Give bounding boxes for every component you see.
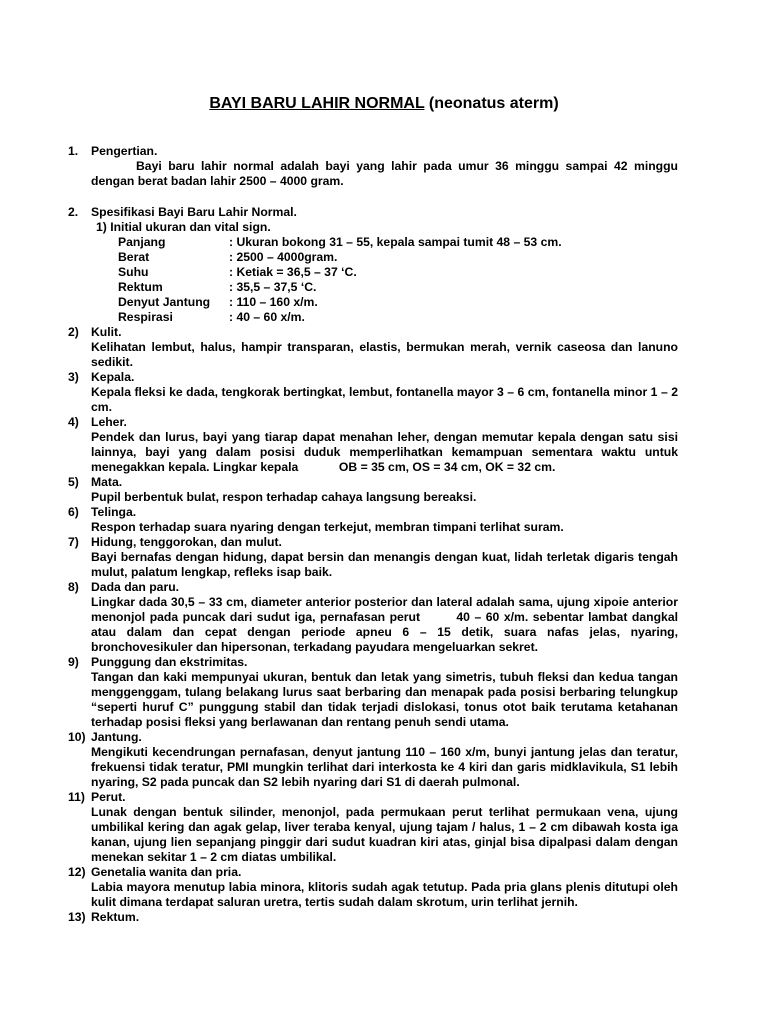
item-number: 2) (68, 325, 79, 339)
document-title (0, 94, 768, 114)
vital-value: : 35,5 – 37,5 ‘C. (229, 280, 317, 294)
subsection-1-heading: 1) Initial ukuran dan vital sign. (96, 220, 271, 234)
item-leher (68, 415, 682, 475)
section-number: 2. (68, 205, 79, 219)
vital-row (68, 235, 678, 250)
vital-signs-list (68, 235, 678, 325)
vital-row (68, 295, 678, 310)
vital-value: : 40 – 60 x/m. (229, 310, 305, 324)
item-title: Kepala. (91, 370, 135, 384)
vital-value: : 110 – 160 x/m. (229, 295, 318, 309)
item-telinga (68, 505, 678, 535)
item-title: Leher. (91, 415, 127, 429)
title-sub: (neonatus aterm) (424, 95, 559, 112)
item-number: 3) (68, 370, 79, 384)
item-number: 11) (68, 790, 85, 804)
item-text: Pendek dan lurus, bayi yang tiarap dapat menahan leher, dengan memutar kepala dengan satu sisi lainnya, bayi yang dalam posisi duduk memperlihatkan kemampuan sementara waktu untuk menegakkan kepala. Lingkar kepala OB = 35 cm, OS = 34 cm, OK = 32 cm. (91, 430, 682, 474)
item-text: Bayi bernafas dengan hidung, dapat bersin dan menangis dengan kuat, lidah terletak digaris tengah mulut, palatum lengkap, refleks isap baik. (91, 550, 678, 579)
vital-value: : 2500 – 4000gram. (229, 250, 338, 264)
item-title: Jantung. (91, 730, 142, 744)
item-title: Telinga. (91, 505, 137, 519)
item-kepala (68, 370, 678, 415)
document-body (68, 144, 682, 925)
item-perut (68, 790, 678, 865)
item-text: Kepala fleksi ke dada, tengkorak bertingkat, lembut, fontanella mayor 3 – 6 cm, fontanella minor 1 – 2 cm. (91, 385, 678, 414)
title-main: BAYI BARU LAHIR NORMAL (209, 95, 425, 112)
item-title: Hidung, tenggorokan, dan mulut. (91, 535, 282, 549)
item-text: Pupil berbentuk bulat, respon terhadap cahaya langsung bereaksi. (91, 490, 477, 504)
vital-label: Suhu (118, 265, 149, 279)
section-number: 1. (68, 144, 79, 158)
item-title: Mata. (91, 475, 123, 489)
item-number: 13) (68, 910, 86, 924)
vital-row (68, 250, 678, 265)
item-text: Kelihatan lembut, halus, hampir transparan, elastis, bermukan merah, vernik caseosa dan lanuno sedikit. (91, 340, 678, 369)
item-number: 8) (68, 580, 79, 594)
item-text: Mengikuti kecendrungan pernafasan, denyut jantung 110 – 160 x/m, bunyi jantung jelas dan teratur, frekuensi tidak teratur, PMI mungkin terlihat dari interkosta ke 4 kiri dan garis midklavikula, S1 lebih nyaring, S2 pada puncak dan S2 lebih nyaring dari S1 di daerah pulmonal. (91, 745, 678, 789)
item-number: 5) (68, 475, 79, 489)
item-number: 7) (68, 535, 79, 549)
item-genetalia (68, 865, 678, 910)
item-title: Dada dan paru. (91, 580, 180, 594)
item-mata (68, 475, 678, 505)
section-1-text: Bayi baru lahir normal adalah bayi yang lahir pada umur 36 minggu sampai 42 minggu dengan berat badan lahir 2500 – 4000 gram. (91, 159, 678, 188)
item-rektum (68, 910, 678, 925)
vital-value: : Ketiak = 36,5 – 37 ‘C. (229, 265, 357, 279)
item-text: Lunak dengan bentuk silinder, menonjol, pada permukaan perut terlihat permukaan vena, ujung umbilikal kering dan agak gelap, liver teraba kenyal, ujung tajam / halus, 1 – 2 cm dibawah kosta iga kanan, ujung lien sepanjang pinggir dari sudut kuadran kiri atas, ginjal bisa dipalpasi dalam dengan menekan sekitar 1 – 2 cm diatas umbilikal. (91, 805, 678, 864)
item-text: Tangan dan kaki mempunyai ukuran, bentuk dan letak yang simetris, tubuh fleksi dan kedua tangan menggenggam, tulang belakang lurus saat berbaring dan menapak pada posisi berbaring telungkup “seperti huruf C” punggung stabil dan tidak terjadi dislokasi, tonus otot baik terutama ketahanan terhadap posisi fleksi yang berlawanan dan rentang penuh sendi utama. (91, 670, 678, 729)
section-title: Spesifikasi Bayi Baru Lahir Normal. (91, 205, 297, 219)
item-number: 9) (68, 655, 79, 669)
item-text: Labia mayora menutup labia minora, klitoris sudah agak tetutup. Pada pria glans plenis ditutupi oleh kulit dimana terdapat saluran uretra, tertis sudah dalam skrotum, urin terlihat jernih. (91, 880, 678, 909)
item-text: Lingkar dada 30,5 – 33 cm, diameter anterior posterior dan lateral adalah sama, ujung xipoie anterior menonjol pada puncak dari sudut iga, pernafasan perut 40 – 60 x/m. sebentar lambat dangkal atau dalam dan cepat dengan periode apneu 6 – 15 detik, suara nafas jelas, nyaring, bronchovesikuler dan hipersonan, terkadang payudara mengeluarkan sekret. (91, 595, 682, 654)
vital-label: Denyut Jantung (118, 295, 211, 309)
item-number: 4) (68, 415, 79, 429)
item-title: Punggung dan ekstrimitas. (91, 655, 248, 669)
item-number: 12) (68, 865, 86, 879)
vital-label: Respirasi (118, 310, 173, 324)
section-2-heading (68, 205, 678, 220)
item-number: 6) (68, 505, 79, 519)
item-title: Perut. (91, 790, 126, 804)
item-hidung (68, 535, 678, 580)
vital-row (68, 265, 678, 280)
vital-label: Rektum (118, 280, 163, 294)
item-title: Kulit. (91, 325, 122, 339)
vital-row (68, 280, 678, 295)
item-text: Respon terhadap suara nyaring dengan terkejut, membran timpani terlihat suram. (91, 520, 564, 534)
vital-row (68, 310, 678, 325)
item-title: Rektum. (91, 910, 140, 924)
vital-value: : Ukuran bokong 31 – 55, kepala sampai tumit 48 – 53 cm. (229, 235, 562, 249)
item-dada (68, 580, 682, 655)
item-number: 10) (68, 730, 86, 744)
item-title: Genetalia wanita dan pria. (91, 865, 242, 879)
section-title: Pengertian. (91, 144, 158, 158)
section-1-heading (68, 144, 678, 159)
vital-label: Panjang (118, 235, 166, 249)
item-kulit (68, 325, 678, 370)
item-jantung (68, 730, 678, 790)
item-punggung (68, 655, 678, 730)
vital-label: Berat (118, 250, 150, 264)
